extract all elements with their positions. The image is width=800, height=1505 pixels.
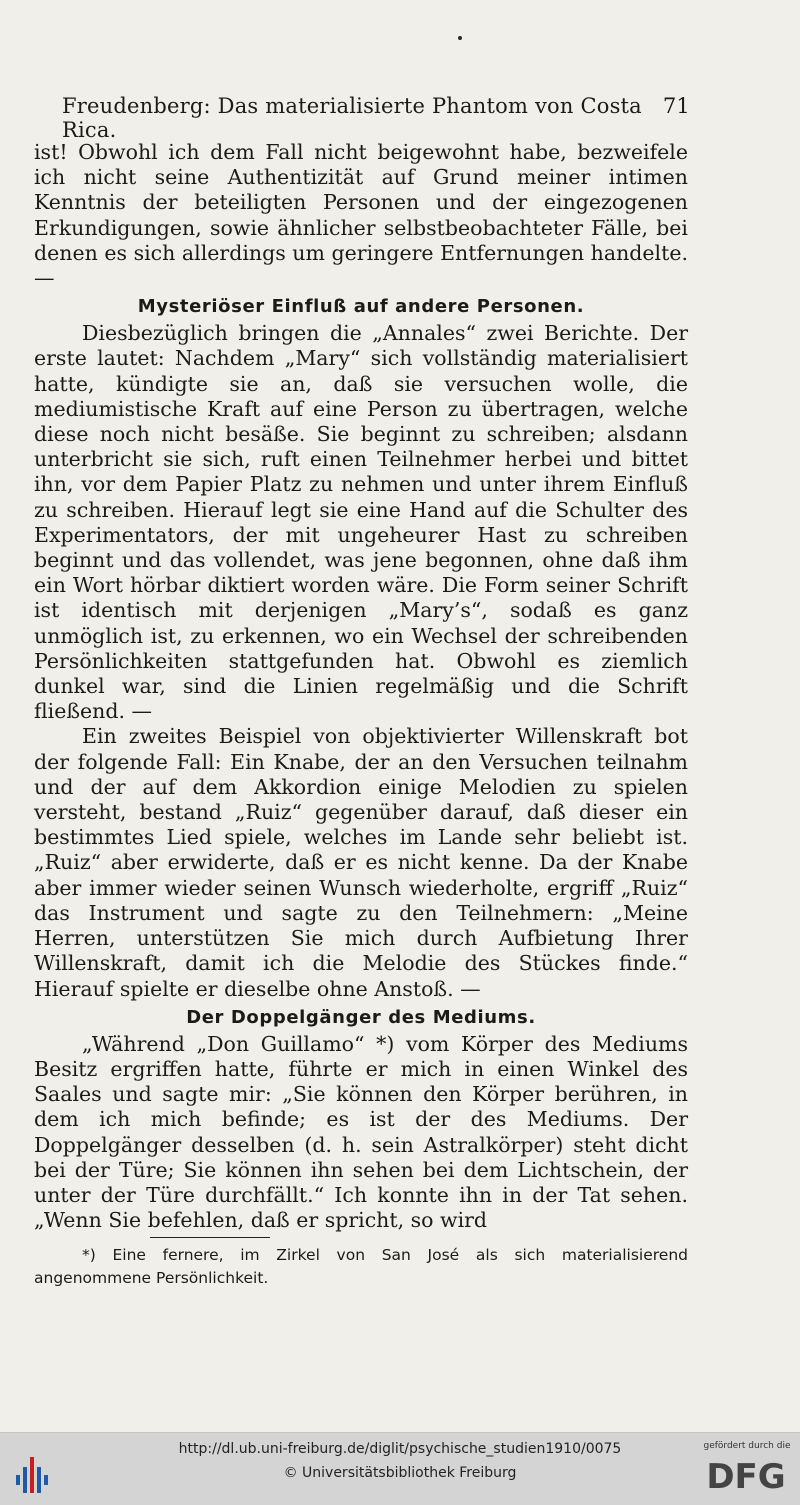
running-header <box>62 94 690 142</box>
dfg-logo-text: DFG <box>706 1457 786 1495</box>
dfg-logo-icon <box>704 1455 788 1495</box>
footnote: *) Eine fernere, im Zirkel von San José als sich materialisierend angenommene Persönlichkeit. <box>34 1246 688 1287</box>
viewer-footer <box>0 1432 800 1505</box>
paragraph-4: „Während „Don Guillamo“ *) vom Körper des Mediums Besitz ergriffen hatte, führte er mich in einen Winkel des Saales und sagte mir: „Sie können den Körper berühren, in dem ich mich befinde; es ist der des Mediums. Der Doppelgänger desselben (d. h. sein Astralkörper) steht dicht bei der Türe; Sie können ihn sehen bei dem Lichtschein, der unter der Türe durchfällt.“ Ich konnte ihn in der Tat sehen. „Wenn Sie befehlen, daß er spricht, so wird <box>34 1031 688 1233</box>
section-heading-doppelgaenger: Der Doppelgänger des Mediums. <box>186 1006 536 1028</box>
running-title: Freudenberg: Das materialisierte Phantom von Costa Rica. <box>62 94 642 142</box>
footnote-rule <box>150 1237 270 1238</box>
paragraph-1: ist! Obwohl ich dem Fall nicht beigewohnt habe, bezweifele ich nicht seine Authentizität auf Grund meiner intimen Kenntnis der beteiligten Personen und der eingezogenen Erkundigungen, sowie ähnlicher selbstbeobachteter Fälle, bei denen es sich allerdings um geringere Entfernungen handelte. — <box>34 140 688 291</box>
document-url-link[interactable]: http://dl.ub.uni-freiburg.de/diglit/psychische_studien1910/0075 <box>178 1441 622 1457</box>
section-heading-influence: Mysteriöser Einfluß auf andere Personen. <box>137 296 585 318</box>
copyright-notice: © Universitätsbibliothek Freiburg <box>283 1465 517 1481</box>
body-text <box>34 140 688 1233</box>
ink-speck <box>458 36 462 40</box>
page-number: 71 <box>662 94 690 118</box>
paragraph-2: Diesbezüglich bringen die „Annales“ zwei Berichte. Der erste lautet: Nachdem „Mary“ sich vollständig materialisiert hatte, kündigte sie an, daß sie versuchen wolle, die mediumistische Kraft auf eine Person zu übertragen, welche diese noch nicht besäße. Sie beginnt zu schreiben; alsdann unterbricht sie sich, ruft einen Teilnehmer herbei und bittet ihn, vor dem Papier Platz zu nehmen und unter ihrem Einfluß zu schreiben. Hierauf legt sie eine Hand auf die Schulter des Experimentators, der mit ungeheurer Hast zu schreiben beginnt und das vollendet, was jene begonnen, ohne daß ihm ein Wort hörbar diktiert worden wäre. Die Form seiner Schrift ist identisch mit derjenigen „Mary’s“, sodaß es ganz unmöglich ist, zu erkennen, wo ein Wechsel der schreibenden Persönlichkeiten stattgefunden hat. Obwohl es ziemlich dunkel war, sind die Linien regelmäßig und die Schrift fließend. — <box>34 321 688 724</box>
paragraph-3: Ein zweites Beispiel von objektivierter Willenskraft bot der folgende Fall: Ein Knabe, der an den Versuchen teilnahm und der auf dem Akkordion einige Melodien zu spielen versteht, bestand „Ruiz“ gegenüber darauf, daß dieser ein bestimmtes Lied spiele, welches im Lande sehr beliebt ist. „Ruiz“ aber erwiderte, daß er es nicht kenne. Da der Knabe aber immer wieder seinen Wunsch wiederholte, ergriff „Ruiz“ das Instrument und sagte zu den Teilnehmern: „Meine Herren, unterstützen Sie mich durch Aufbietung Ihrer Willenskraft, damit ich die Melodie des Stückes finde.“ Hierauf spielte er dieselbe ohne Anstoß. — <box>34 724 688 1001</box>
funded-by-label: gefördert durch die <box>703 1441 791 1451</box>
